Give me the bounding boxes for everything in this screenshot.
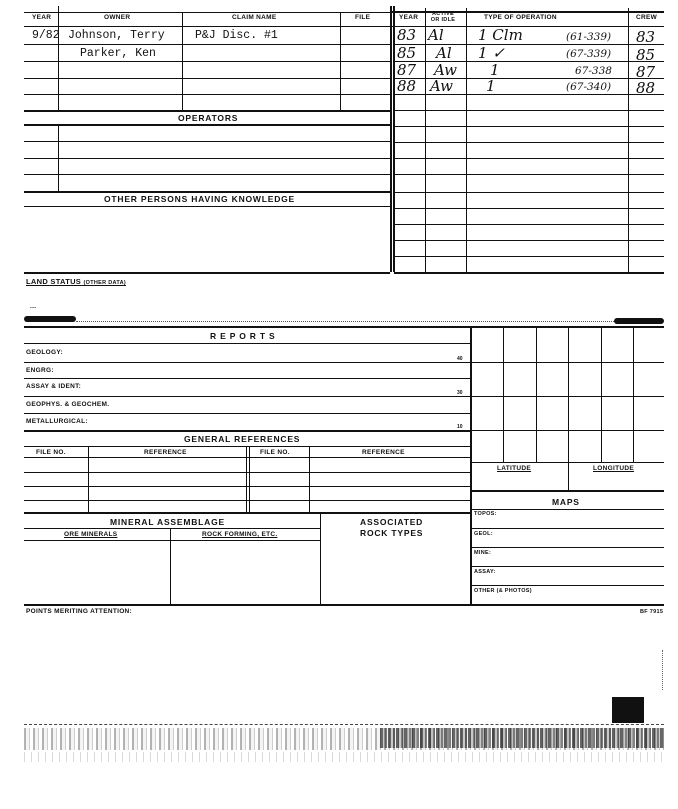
general-references-title: GENERAL REFERENCES [184,434,301,444]
header-type-of-operation: TYPE OF OPERATION [484,14,557,21]
scan-blot-right [614,318,664,324]
header-year: YEAR [32,14,52,21]
associated-rock-types-1: ASSOCIATED [360,517,424,527]
header-year-2: YEAR [399,14,419,21]
op-row-3-type: 1 [490,61,500,79]
op-row-4-status: Aw [430,77,453,95]
op-row-4-type: 1 [486,77,496,95]
ore-minerals-header: ORE MINERALS [64,531,118,538]
op-row-4-ref: (67-340) [566,81,612,93]
form-number: BF 7915 [640,609,664,615]
ref-reference-1: REFERENCE [144,449,187,456]
op-row-4-crew: 88 [636,79,656,97]
owner-row-1-year: 9/82 [32,29,60,42]
op-row-2-ref: (67-339) [566,48,612,60]
header-crew: CREW [636,14,658,21]
op-row-2-status: Al [436,44,452,62]
ref-file-no-2: FILE NO. [260,449,290,456]
op-row-1-ref: (61-339) [566,31,612,43]
report-geophys-label: GEOPHYS. & GEOCHEM. [26,401,110,408]
scan-noise-dark [380,728,664,748]
points-meriting-attention: POINTS MERITING ATTENTION: [26,608,133,615]
operators-title: OPERATORS [178,113,239,123]
op-row-1-year: 83 [397,26,417,44]
owner-row-1-claim: P&J Disc. #1 [195,29,278,42]
owner-row-2-owner: Parker, Ken [80,47,156,60]
op-row-3-ref: 67-338 [575,65,612,77]
reports-title: R E P O R T S [210,331,276,341]
owner-row-1-owner: Johnson, Terry [68,29,165,42]
maps-geol: GEOL: [474,531,493,537]
maps-other: OTHER (& PHOTOS) [474,588,532,594]
rock-forming-header: ROCK FORMING, ETC. [202,531,278,538]
op-row-2-year: 85 [397,44,417,62]
maps-mine: MINE: [474,550,492,556]
op-row-1-status: Al [428,26,444,44]
header-file: FILE [355,14,371,21]
scan-noise-light [24,752,664,762]
maps-title: MAPS [552,497,580,507]
op-row-1-crew: 83 [636,28,656,46]
report-geology-label: GEOLOGY: [26,349,63,356]
op-row-3-status: Aw [434,61,457,79]
latitude-label: LATITUDE [497,465,532,472]
report-engrg-label: ENGRG: [26,367,54,374]
header-owner: OWNER [104,14,131,21]
mineral-assemblage-title: MINERAL ASSEMBLAGE [110,517,225,527]
ref-reference-2: REFERENCE [362,449,405,456]
ref-file-no-1: FILE NO. [36,449,66,456]
land-status-dots: ... [30,303,37,310]
maps-assay: ASSAY: [474,569,496,575]
header-claim-name: CLAIM NAME [232,14,277,21]
scan-square-mark [612,697,644,723]
report-metallurgical-label: METALLURGICAL: [26,418,88,425]
report-num-40: 40 [457,356,463,362]
op-row-4-year: 88 [397,77,417,95]
header-active-or-idle: ACTIVE OR IDLE [430,11,456,23]
op-row-3-crew: 87 [636,63,656,81]
other-persons-title: OTHER PERSONS HAVING KNOWLEDGE [104,194,296,204]
longitude-label: LONGITUDE [593,465,634,472]
op-row-2-type: 1 ✓ [478,44,505,62]
land-status-title: LAND STATUS (OTHER DATA) [26,277,126,286]
associated-rock-types-2: ROCK TYPES [360,528,424,538]
report-num-10: 10 [457,424,463,430]
maps-topos: TOPOS: [474,511,497,517]
op-row-2-crew: 85 [636,46,656,64]
report-num-30: 30 [457,390,463,396]
scan-blot-left [24,316,76,322]
report-assay-label: ASSAY & IDENT: [26,383,82,390]
op-row-3-year: 87 [397,61,417,79]
op-row-1-type: 1 Clm [478,26,523,44]
